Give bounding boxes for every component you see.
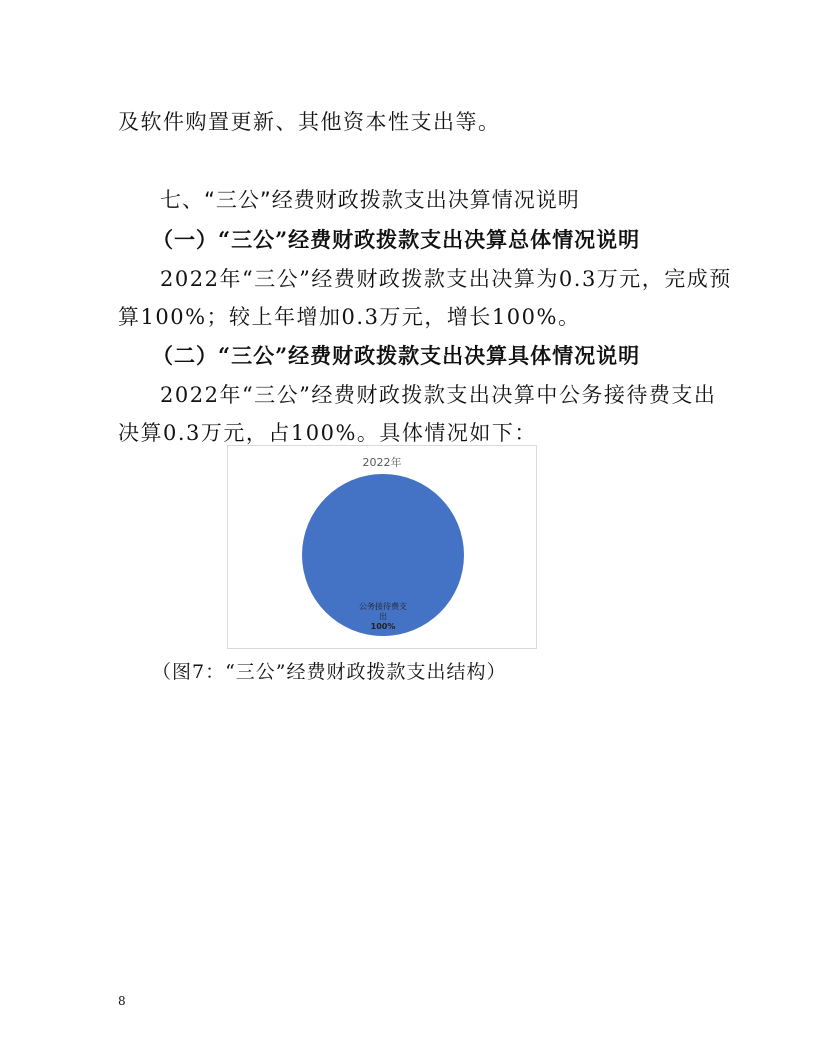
subsection-heading-1: （一）“三公”经费财政拨款支出决算总体情况说明: [152, 227, 641, 252]
pie-slice-label-line2: 出: [379, 612, 387, 621]
chart-title: 2022年: [362, 456, 402, 469]
pie-slice-percent: 100%: [370, 622, 396, 631]
paragraph-line-2: 2022年“三公”经费财政拨款支出决算为0.3万元，完成预: [160, 267, 732, 291]
subsection-heading-2: （二）“三公”经费财政拨款支出决算具体情况说明: [152, 343, 641, 368]
paragraph-line-4: 2022年“三公”经费财政拨款支出决算中公务接待费支出: [160, 383, 717, 407]
paragraph-line-1: 及软件购置更新、其他资本性支出等。: [118, 110, 501, 134]
pie-slice-label: [343, 602, 423, 632]
pie-slice-label-line1: 公务接待费支: [359, 602, 407, 611]
page-number: 8: [118, 994, 126, 1008]
paragraph-line-3: 算100%；较上年增加0.3万元，增长100%。: [118, 305, 581, 329]
pie-chart: [227, 445, 537, 649]
paragraph-line-5: 决算0.3万元，占100%。具体情况如下：: [118, 421, 537, 445]
figure-caption: （图7：“三公”经费财政拨款支出结构）: [152, 661, 507, 683]
section-heading-7: 七、“三公”经费财政拨款支出决算情况说明: [160, 188, 580, 212]
